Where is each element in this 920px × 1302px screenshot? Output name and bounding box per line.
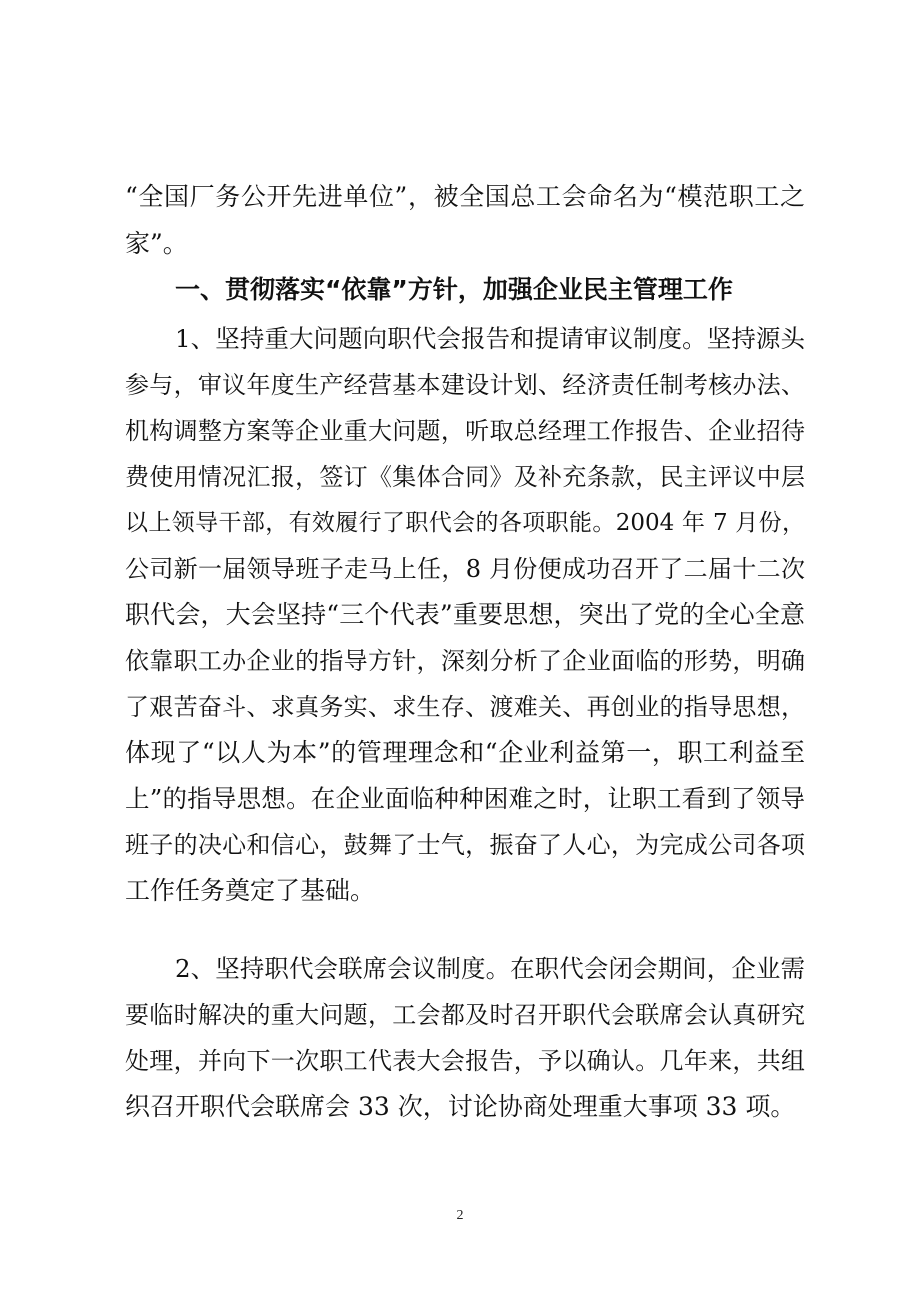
paragraph-line: 要临时解决的重大问题，工会都及时召开职代会联席会认真研究	[125, 1001, 805, 1029]
paragraph-line: 工作任务奠定了基础。	[125, 876, 376, 905]
paragraph-line: 以上领导干部，有效履行了职代会的各项职能。2004 年 7 月份，	[125, 510, 805, 536]
paragraph-line: 2、坚持职代会联席会议制度。在职代会闭会期间，企业需	[175, 954, 805, 983]
page-number: 2	[456, 1208, 464, 1223]
paragraph-line: 依靠职工办企业的指导方针，深刻分析了企业面临的形势，明确	[125, 647, 805, 675]
paragraph-line: 班子的决心和信心，鼓舞了士气，振奋了人心，为完成公司各项	[125, 831, 805, 859]
paragraph-line: 了艰苦奋斗、求真务实、求生存、渡难关、再创业的指导思想，	[125, 693, 805, 721]
paragraph-line: 参与，审议年度生产经营基本建设计划、经济责任制考核办法、	[125, 371, 805, 399]
paragraph-line: 1、坚持重大问题向职代会报告和提请审议制度。坚持源头	[175, 324, 805, 353]
paragraph-line: 家”。	[125, 229, 188, 258]
paragraph-line: 处理，并向下一次职工代表大会报告，予以确认。几年来，共组	[125, 1047, 805, 1075]
paragraph-line: 上”的指导思想。在企业面临种种困难之时，让职工看到了领导	[125, 784, 805, 813]
paragraph-line: 职代会，大会坚持“三个代表”重要思想，突出了党的全心全意	[125, 600, 805, 629]
paragraph-line: 机构调整方案等企业重大问题，听取总经理工作报告、企业招待	[125, 417, 805, 445]
paragraph-line: 织召开职代会联席会 33 次，讨论协商处理重大事项 33 项。	[125, 1092, 796, 1121]
section-heading: 一、贯彻落实“依靠”方针，加强企业民主管理工作	[175, 275, 733, 304]
paragraph-line: 公司新一届领导班子走马上任，8 月份便成功召开了二届十二次	[125, 555, 805, 583]
paragraph-line: “全国厂务公开先进单位”，被全国总工会命名为“模范职工之	[125, 182, 805, 211]
paragraph-line: 体现了“以人为本”的管理理念和“企业利益第一，职工利益至	[125, 738, 805, 767]
paragraph-line: 费使用情况汇报，签订《集体合同》及补充条款，民主评议中层	[125, 463, 805, 491]
